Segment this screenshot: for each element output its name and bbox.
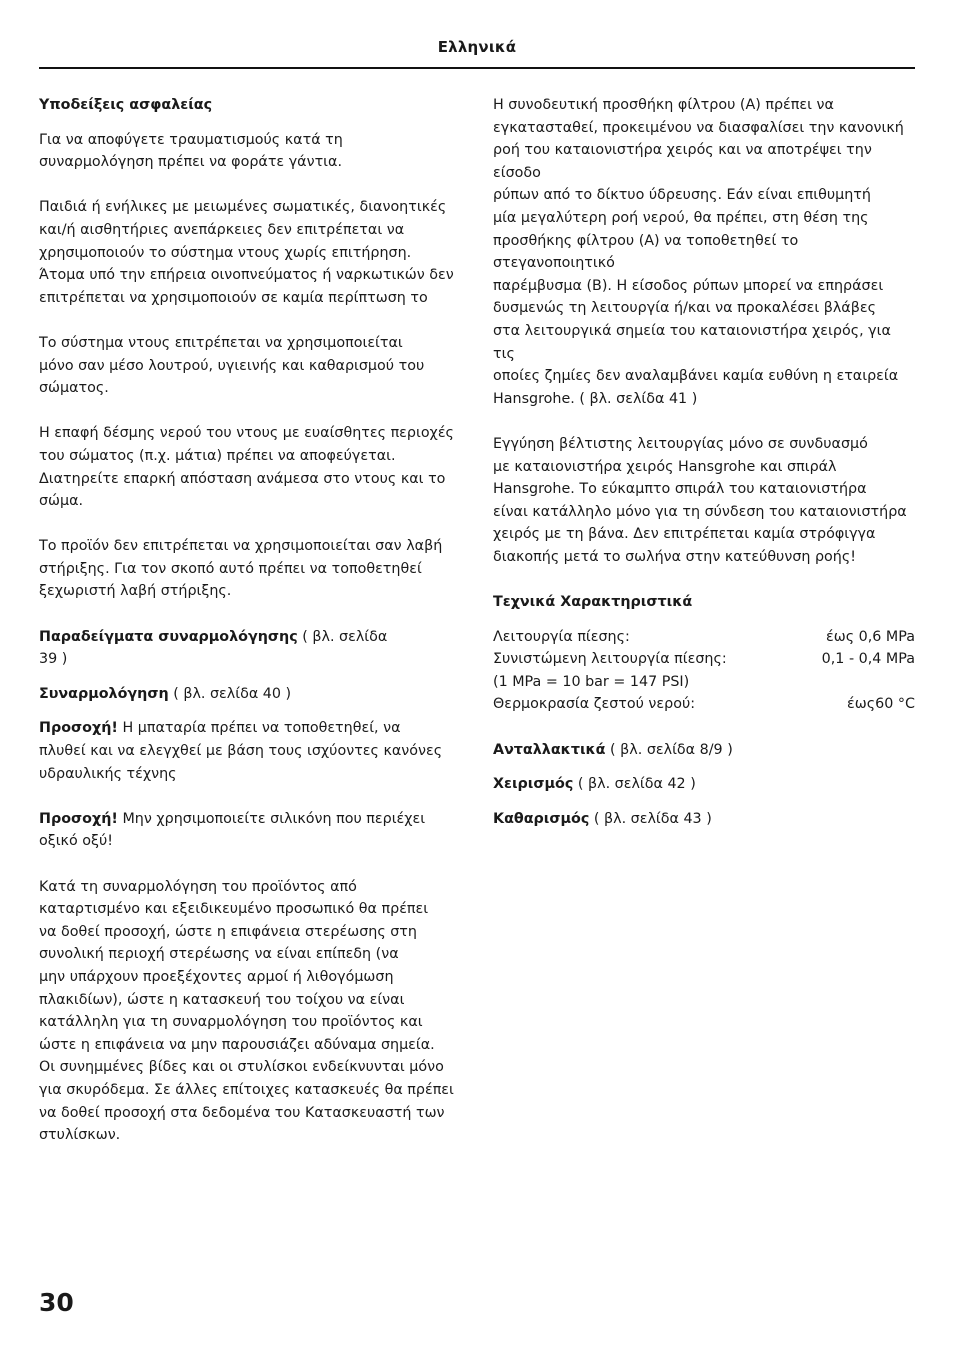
text-line: για σκυρόδεμα. Σε άλλες επίτοιχες κατασκευές θα πρέπει: [39, 1081, 454, 1098]
spec-row: [493, 648, 915, 671]
assembly-ref: ( βλ. σελίδα 40 ): [168, 685, 292, 702]
safety-paragraph-children: [39, 196, 465, 309]
text-line: επιτρέπεται να χρησιμοποιούν σε καμία περίπτωση το: [39, 289, 428, 306]
text-line: Το προϊόν δεν επιτρέπεται να χρησιμοποιείται σαν λαβή: [39, 538, 443, 555]
safety-paragraph-usage: [39, 332, 465, 400]
text-line: Οι συνημμένες βίδες και οι στυλίσκοι ενδείκνυνται μόνο: [39, 1059, 444, 1076]
text-line: εγκατασταθεί, προκειμένου να διασφαλίσει την κανονική: [493, 119, 904, 136]
text-line: μία μεγαλύτερη ροή νερού, θα πρέπει, στη θέση της: [493, 209, 869, 226]
safety-paragraph-grab-bar: [39, 535, 465, 603]
text-line: διακοπής μετά το σωλήνα στην κατεύθυνση ροής!: [493, 548, 856, 565]
text-line: χρησιμοποιούν το σύστημα ντους χωρίς επιτήρηση.: [39, 244, 412, 261]
assembly-examples-section: [39, 626, 465, 671]
text-line: ροή του καταιονιστήρα χειρός και να αποτρέψει την είσοδο: [493, 142, 872, 181]
text-line: μόνο σαν μέσο λουτρού, υγιεινής και καθαρισμού του: [39, 357, 425, 374]
operation-section: [493, 773, 915, 796]
text-line: δυσμενώς τη λειτουργία ή/και να προκαλέσει βλάβες: [493, 300, 876, 317]
spec-value: έως60 °C: [847, 696, 915, 713]
text-line: Hansgrohe. ( βλ. σελίδα 41 ): [493, 390, 698, 407]
text-line: καταρτισμένο και εξειδικευμένο προσωπικό θα πρέπει: [39, 901, 429, 918]
spec-label: Λειτουργία πίεσης:: [493, 628, 630, 645]
spare-parts-label: Ανταλλακτικά: [493, 741, 606, 758]
text-line: οξικό οξύ!: [39, 833, 113, 850]
page-header-language: Ελληνικά: [437, 38, 517, 56]
text-line: χειρός με τη βάνα. Δεν επιτρέπεται καμία στρόφιγγα: [493, 526, 876, 543]
text-line: προσθήκης φίλτρου (A) να τοποθετηθεί το στεγανοποιητικό: [493, 232, 799, 272]
warning-faucet: [39, 717, 465, 785]
spec-row: [493, 626, 915, 649]
text-line: μην υπάρχουν προεξέχοντες αρμοί ή λιθογόμωση: [39, 968, 394, 985]
text-line: Άτομα υπό την επήρεια οινοπνεύματος ή ναρκωτικών δεν: [39, 267, 454, 284]
assembly-label: Συναρμολόγηση: [39, 685, 169, 702]
text-line: Η επαφή δέσμης νερού του ντους με ευαίσθητες περιοχές: [39, 425, 454, 442]
filter-paragraph: [493, 94, 915, 410]
cleaning-label: Καθαρισμός: [493, 810, 590, 827]
text-line: Η μπαταρία πρέπει να τοποθετηθεί, να: [117, 720, 401, 737]
assembly-examples-ref-cont: 39 ): [39, 651, 68, 668]
assembly-examples-label: Παραδείγματα συναρμολόγησης: [39, 628, 298, 645]
text-line: στυλίσκων.: [39, 1127, 121, 1144]
text-line: Εγγύηση βέλτιστης λειτουργίας μόνο σε συνδυασμό: [493, 435, 868, 452]
text-line: Διατηρείτε επαρκή απόσταση ανάμεσα στο ντους και το: [39, 470, 446, 487]
text-line: να δοθεί προσοχή στα δεδομένα του Κατασκευαστή των: [39, 1104, 445, 1121]
spec-label: Θερμοκρασία ζεστού νερού:: [493, 696, 696, 713]
text-line: του σώματος (π.χ. μάτια) πρέπει να αποφεύγεται.: [39, 447, 396, 464]
header-divider: [39, 67, 915, 69]
text-line: είναι κατάλληλο μόνο για τη σύνδεση του καταιονιστήρα: [493, 503, 907, 520]
text-line: οποίες ζημίες δεν αναλαμβάνει καμία ευθύνη η εταιρεία: [493, 368, 899, 385]
text-line: παρέμβυσμα (B). Η είσοδος ρύπων μπορεί να επηράσει: [493, 277, 884, 294]
spec-label: (1 MPa = 10 bar = 147 PSI): [493, 673, 690, 690]
spec-label: Συνιστώμενη λειτουργία πίεσης:: [493, 651, 727, 668]
right-column: [493, 94, 915, 830]
page-number: 30: [39, 1288, 74, 1317]
left-column: [39, 94, 465, 1147]
text-line: να δοθεί προσοχή, ώστε η επιφάνεια στερέωσης στη: [39, 923, 417, 940]
text-line: Η συνοδευτική προσθήκη φίλτρου (A) πρέπει να: [493, 97, 834, 113]
text-line: συναρμολόγηση πρέπει να φοράτε γάντια.: [39, 154, 342, 171]
text-line: Hansgrohe. Το εύκαμπτο σπιράλ του καταιονιστήρα: [493, 481, 867, 498]
spec-value: 0,1 - 0,4 MPa: [821, 651, 915, 668]
text-line: Για να αποφύγετε τραυματισμούς κατά τη: [39, 131, 343, 148]
warning-label: Προσοχή!: [39, 720, 118, 737]
text-line: ώστε η επιφάνεια να μην παρουσιάζει αδύναμα σημεία.: [39, 1036, 435, 1053]
text-line: πλακιδίων), ώστε η κατασκευή του τοίχου να είναι: [39, 991, 405, 1008]
text-line: υδραυλικής τέχνης: [39, 765, 177, 782]
spare-parts-ref: ( βλ. σελίδα 8/9 ): [605, 741, 733, 758]
tech-specs-heading: Τεχνικά Χαρακτηριστικά: [493, 594, 693, 611]
assembly-examples-ref: ( βλ. σελίδα: [297, 628, 388, 645]
warranty-paragraph: [493, 433, 915, 569]
text-line: στα λειτουργικά σημεία του καταιονιστήρα χειρός, για τις: [493, 322, 891, 362]
text-line: με καταιονιστήρα χειρός Hansgrohe και σπιράλ: [493, 458, 837, 475]
text-line: Κατά τη συναρμολόγηση του προϊόντος από: [39, 878, 357, 895]
assembly-section: [39, 683, 465, 706]
text-line: ρύπων από το δίκτυο ύδρευσης. Εάν είναι επιθυμητή: [493, 187, 871, 204]
spec-value: έως 0,6 MPa: [826, 628, 915, 645]
warning-silicone: [39, 808, 465, 853]
warning-label: Προσοχή!: [39, 810, 118, 827]
spec-row: [493, 671, 915, 694]
operation-ref: ( βλ. σελίδα 42 ): [573, 776, 696, 793]
text-line: στήριξης. Για τον σκοπό αυτό πρέπει να τοποθετηθεί: [39, 560, 422, 577]
text-line: Το σύστημα ντους επιτρέπεται να χρησιμοποιείται: [39, 334, 403, 351]
mounting-paragraph: [39, 876, 465, 1147]
safety-paragraph-eyes: [39, 422, 465, 512]
text-line: σώματος.: [39, 380, 109, 397]
operation-label: Χειρισμός: [493, 776, 574, 793]
spec-row: [493, 693, 915, 716]
text-line: Παιδιά ή ενήλικες με μειωμένες σωματικές, διανοητικές: [39, 199, 447, 216]
text-line: και/ή αισθητήριες ανεπάρκειες δεν επιτρέπεται να: [39, 221, 405, 238]
text-line: συνολική περιοχή στερέωσης να είναι επίπεδη (να: [39, 946, 399, 963]
text-line: σώμα.: [39, 493, 84, 510]
safety-heading: Υποδείξεις ασφαλείας: [39, 97, 213, 113]
text-line: Μην χρησιμοποιείτε σιλικόνη που περιέχει: [117, 810, 426, 827]
text-line: κατάλληλη για τη συναρμολόγηση του προϊόντος και: [39, 1014, 423, 1031]
spare-parts-section: [493, 739, 915, 762]
text-line: ξεχωριστή λαβή στήριξης.: [39, 583, 232, 600]
tech-specs-table: [493, 626, 915, 716]
cleaning-ref: ( βλ. σελίδα 43 ): [589, 810, 712, 827]
text-line: πλυθεί και να ελεγχθεί με βάση τους ισχύοντες κανόνες: [39, 743, 443, 760]
cleaning-section: [493, 808, 915, 831]
safety-paragraph-gloves: [39, 129, 465, 174]
